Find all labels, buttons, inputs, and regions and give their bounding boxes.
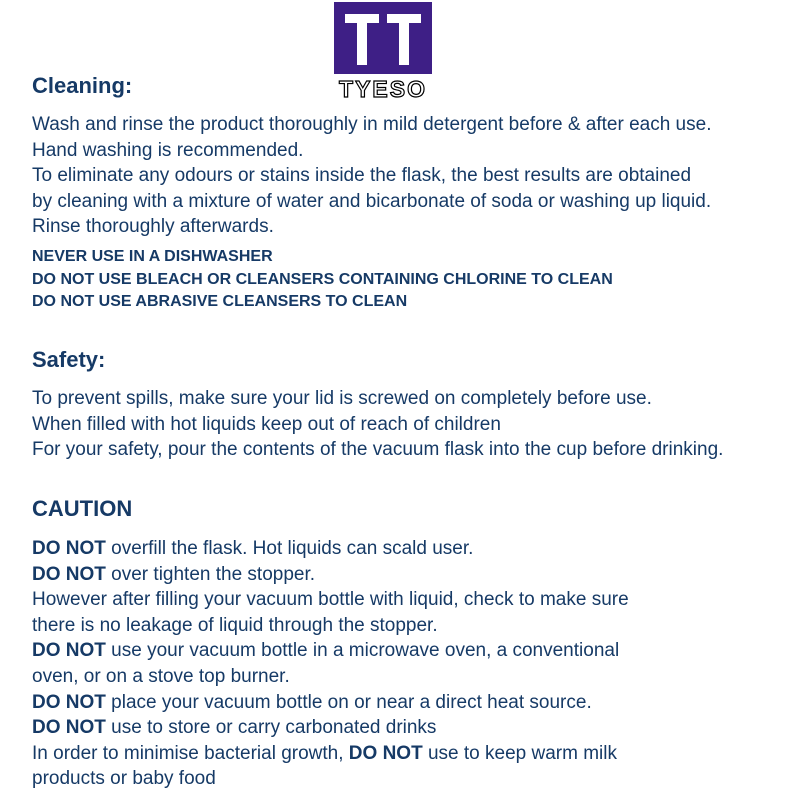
safety-heading: Safety: [32,347,106,372]
caution-line: In order to minimise bacterial growth, DO NOT use to keep warm milk [32,742,617,764]
brand-logo [334,2,432,102]
safety-paragraph [32,386,723,463]
do-not-emphasis: DO NOT [348,742,423,764]
cleaning-line: by cleaning with a mixture of water and bicarbonate of soda or washing up liquid. [32,190,712,212]
caution-heading: CAUTION [32,496,133,521]
caution-line: oven, or on a stove top burner. [32,665,290,687]
warning-line: DO NOT USE BLEACH OR CLEANSERS CONTAINING CHLORINE TO CLEAN [32,270,613,288]
caution-line: DO NOT overfill the flask. Hot liquids can scald user. [32,538,474,559]
safety-line: For your safety, pour the contents of the vacuum flask into the cup before drinking. [32,439,724,461]
do-not-emphasis: DO NOT [32,717,106,739]
safety-line: To prevent spills, make sure your lid is screwed on completely before use. [32,388,652,409]
warning-line: NEVER USE IN A DISHWASHER [32,248,273,265]
cleaning-line: To eliminate any odours or stains inside the flask, the best results are obtained [32,165,692,187]
caution-line: DO NOT over tighten the stopper. [32,563,316,585]
do-not-emphasis: DO NOT [32,640,106,662]
cleaning-line: Rinse thoroughly afterwards. [32,216,274,238]
cleaning-paragraph [32,112,711,240]
logo-wordmark: TYESO [339,76,427,102]
cleaning-line: Hand washing is recommended. [32,139,304,161]
safety-line: When filled with hot liquids keep out of reach of children [32,413,501,435]
caution-line: However after filling your vacuum bottle with liquid, check to make sure [32,589,629,611]
do-not-emphasis: DO NOT [32,691,106,713]
caution-line: products or baby food [32,768,216,790]
logo-mark [334,2,432,74]
do-not-emphasis: DO NOT [32,563,106,585]
caution-line: DO NOT use your vacuum bottle in a microwave oven, a conventional [32,640,620,662]
caution-line: DO NOT use to store or carry carbonated drinks [32,717,437,739]
caution-line: there is no leakage of liquid through the stopper. [32,614,438,636]
cleaning-warnings [32,246,613,314]
caution-paragraph [32,536,629,792]
cleaning-line: Wash and rinse the product thoroughly in mild detergent before & after each use. [32,114,712,135]
tt-logo-icon [334,2,432,74]
cleaning-heading: Cleaning: [32,73,133,98]
warning-line: DO NOT USE ABRASIVE CLEANSERS TO CLEAN [32,293,408,310]
do-not-emphasis: DO NOT [32,538,106,559]
caution-line: DO NOT place your vacuum bottle on or near a direct heat source. [32,691,592,713]
